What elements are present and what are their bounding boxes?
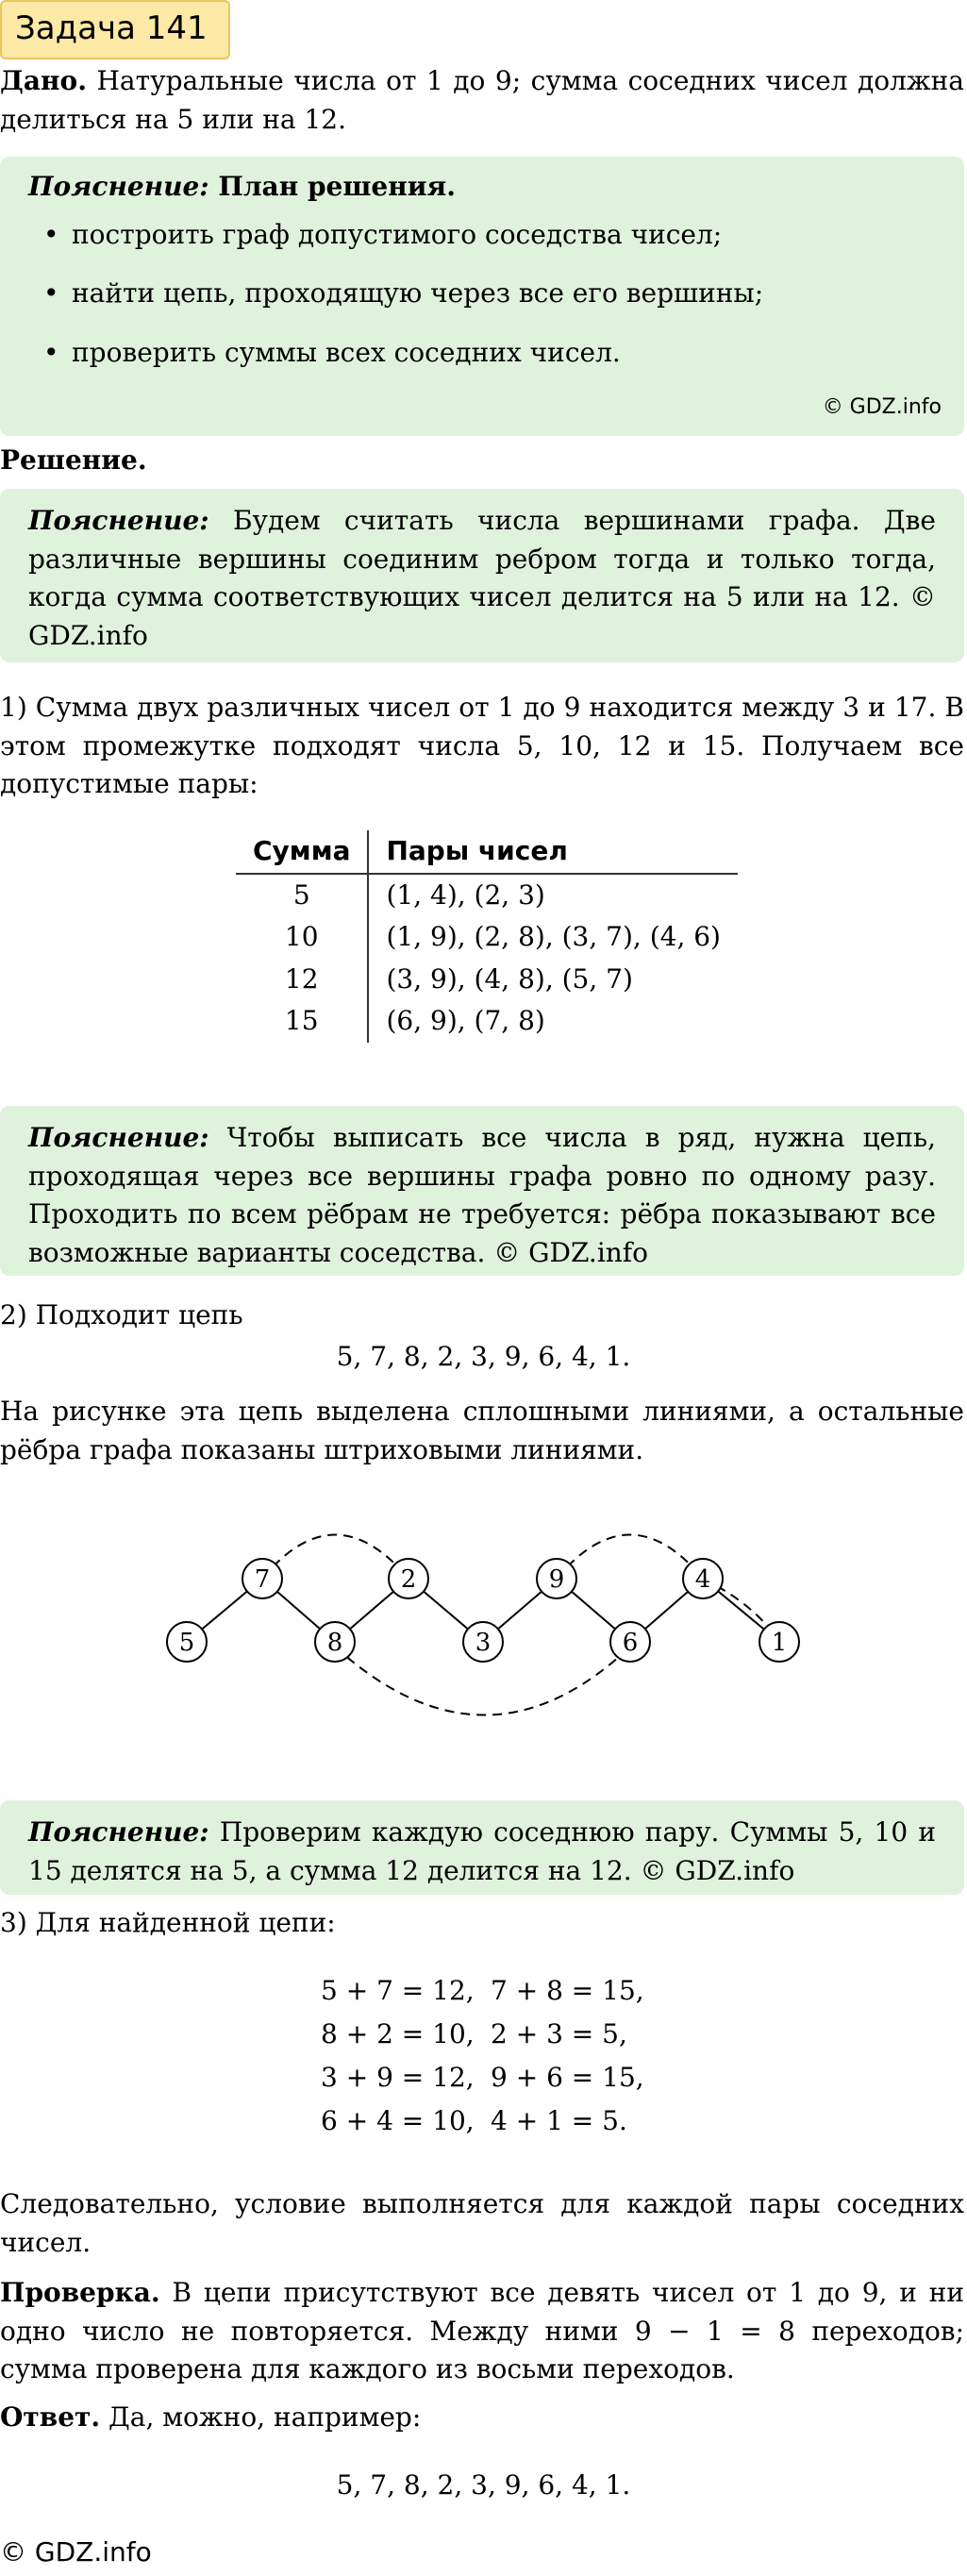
check-label: Проверка. (0, 2277, 160, 2308)
footer-watermark: © GDZ.info (0, 2536, 152, 2568)
node-label: 7 (254, 1565, 271, 1594)
plan-item: • проверить суммы всех соседних чисел. (28, 334, 936, 373)
equation-row (321, 1972, 698, 2016)
equation: 3 + 9 = 12, (321, 2062, 475, 2093)
table-cell: (6, 9), (7, 8) (386, 1005, 545, 1037)
table-row (236, 1000, 738, 1043)
graph-node (683, 1559, 723, 1598)
pairs-table (236, 830, 738, 1043)
table-cell: (1, 4), (2, 3) (386, 878, 545, 911)
step2-intro: 2) Подходит цепь (0, 1299, 243, 1330)
graph-node (242, 1559, 282, 1598)
note1-label: Пояснение: (28, 505, 209, 536)
node-label: 3 (475, 1629, 492, 1657)
node-label: 9 (548, 1565, 565, 1594)
task-title: Задача 141 (0, 0, 230, 59)
graph-node (389, 1559, 428, 1598)
dashed-edge (557, 1535, 703, 1580)
table-cell: 10 (236, 916, 368, 959)
given-label: Дано. (0, 65, 87, 96)
table-cell: 12 (236, 959, 368, 1001)
table-header-row (236, 830, 738, 874)
equation-row (321, 2102, 698, 2146)
answer-text: Да, можно, например: (100, 2401, 422, 2433)
graph-node (759, 1622, 799, 1662)
plan-list (28, 216, 936, 373)
graph-node (315, 1622, 355, 1662)
note3-label: Пояснение: (28, 1816, 209, 1848)
chain-graph (0, 1500, 967, 1736)
plan-note (0, 157, 964, 436)
gdz-tag: © GDZ.info (822, 395, 942, 420)
graph-node (537, 1559, 576, 1598)
node-label: 4 (694, 1565, 711, 1594)
note-2 (0, 1106, 964, 1276)
table-row (236, 959, 738, 1001)
given-paragraph (0, 62, 964, 139)
equation-row (321, 2016, 698, 2059)
chain-line: 5, 7, 8, 2, 3, 9, 6, 4, 1. (336, 1341, 631, 1372)
node-label: 8 (326, 1629, 343, 1657)
graph-node (167, 1622, 207, 1662)
node-label: 6 (622, 1629, 639, 1657)
equation: 2 + 3 = 5, (491, 2018, 627, 2049)
node-label: 1 (771, 1629, 788, 1657)
note-1 (0, 489, 964, 662)
node-label: 5 (178, 1629, 195, 1657)
equation: 5 + 7 = 12, (321, 1975, 475, 2006)
answer-paragraph (0, 2399, 964, 2437)
note3-text: Проверим каждую соседнюю пару. Суммы 5, 10 и 15 делятся на 5, а сумма 12 делится на 12. © GDZ.info (28, 1816, 936, 1886)
table-cell: 5 (236, 874, 368, 917)
note2-label: Пояснение: (28, 1122, 209, 1153)
equation-row (321, 2059, 698, 2102)
note2-text: Чтобы выписать все числа в ряд, нужна цепь, проходящая через все вершины графа ровно по одному разу. Проходить по всем рёбрам не требуется: рёбра показывают все возможные варианты соседства. © GDZ.info (28, 1122, 936, 1268)
given-text: Натуральные числа от 1 до 9; сумма соседних чисел должна делиться на 5 или на 12. (0, 65, 964, 135)
column-header: Сумма (236, 830, 368, 874)
equation: 6 + 4 = 10, (321, 2105, 475, 2136)
step2-paragraph: На рисунке эта цепь выделена сплошными линиями, а остальные рёбра графа показаны штриховыми линиями. (0, 1396, 964, 1465)
answer-label: Ответ. (0, 2401, 101, 2433)
step1-paragraph: 1) Сумма двух различных чисел от 1 до 9 находится между 3 и 17. В этом промежутке подходят числа 5, 10, 12 и 15. Получаем все допустимые пары: (0, 692, 964, 800)
column-header: Пары чисел (386, 835, 568, 866)
step3-intro: 3) Для найденной цепи: (0, 1907, 336, 1938)
note1-text: Будем считать числа вершинами графа. Две различные вершины соединим ребром тогда и только тогда, когда сумма соответствующих чисел делится на 5 или на 12. © GDZ.info (28, 505, 936, 651)
equations (321, 1972, 698, 2146)
dashed-edge (262, 1535, 408, 1580)
table-cell: (3, 9), (4, 8), (5, 7) (386, 962, 633, 995)
table-cell: 15 (236, 1000, 368, 1043)
equation: 8 + 2 = 10, (321, 2018, 475, 2049)
plan-label: Пояснение: (28, 171, 209, 202)
equation: 7 + 8 = 15, (491, 1975, 644, 2006)
equation: 9 + 6 = 15, (491, 2062, 644, 2093)
note-3 (0, 1800, 964, 1895)
pairs-table-wrap (236, 830, 738, 1043)
answer-chain: 5, 7, 8, 2, 3, 9, 6, 4, 1. (336, 2469, 631, 2501)
plan-heading: План решения. (208, 171, 456, 202)
table-row (236, 916, 738, 959)
graph-nodes (167, 1559, 799, 1662)
plan-item: • найти цепь, проходящую через все его вершины; (28, 275, 936, 313)
plan-item: • построить граф допустимого соседства чисел; (28, 216, 936, 255)
conclusion-paragraph: Следовательно, условие выполняется для каждой пары соседних чисел. (0, 2188, 964, 2258)
graph-node (463, 1622, 503, 1662)
check-paragraph (0, 2274, 964, 2389)
solution-heading: Решение. (0, 444, 147, 476)
table-cell: (1, 9), (2, 8), (3, 7), (4, 6) (386, 921, 721, 953)
check-text: В цепи присутствуют все девять чисел от 1 до 9, и ни одно число не повторяется. Между ними 9 − 1 = 8 переходов; сумма проверена для каждого из восьми переходов. (0, 2277, 964, 2385)
equation: 4 + 1 = 5. (491, 2105, 627, 2136)
graph-node (610, 1622, 650, 1662)
node-label: 2 (400, 1565, 417, 1594)
table-row (236, 874, 738, 917)
